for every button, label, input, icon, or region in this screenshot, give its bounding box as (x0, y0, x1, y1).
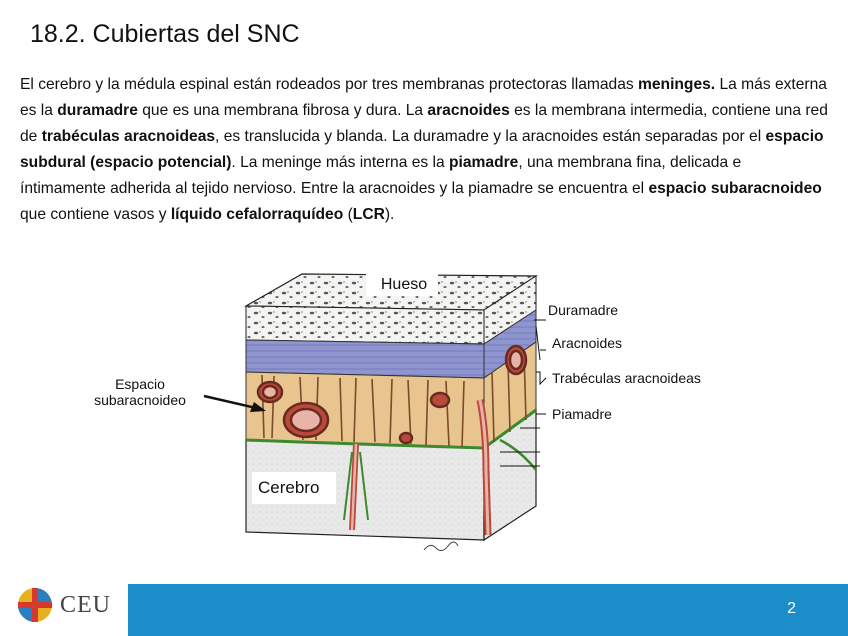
bold-term-espacio-subaracnoideo: espacio subaracnoideo (648, 180, 822, 197)
text-run: El cerebro y la médula espinal están rodeados por tres membranas protectoras llamadas (20, 76, 639, 93)
ceu-logo-text: CEU (60, 592, 111, 618)
bold-term-piamadre: piamadre (449, 154, 519, 171)
bold-term-trabeculas: trabéculas aracnoideas (41, 128, 216, 145)
label-cerebro: Cerebro (258, 478, 320, 497)
page-number: 2 (787, 600, 796, 617)
text-run: . La meninge más interna es la (231, 154, 449, 171)
slide-title: 18.2. Cubiertas del SNC (30, 20, 300, 48)
label-espacio-subaracnoideo (84, 376, 196, 408)
text-run: La más externa es la (20, 76, 827, 119)
bold-term-espacio-subdural: espacio subdural (espacio potencial) (20, 128, 824, 171)
label-trabeculas: Trabéculas aracnoideas (552, 370, 701, 386)
label-piamadre: Piamadre (552, 406, 612, 422)
text-run: que contiene vasos y (20, 206, 171, 223)
label-espacio-line1: Espacio (115, 376, 165, 392)
text-run: , una membrana fina, delicada e íntimamente adherida al tejido nervioso. Entre la aracnoides y la piamadre se encuentra el (20, 154, 742, 197)
footer-bar (128, 584, 848, 636)
text-run: ( (343, 206, 353, 223)
label-aracnoides: Aracnoides (552, 335, 623, 351)
label-espacio-line2: subaracnoideo (94, 392, 186, 408)
bold-term-aracnoides: aracnoides (427, 102, 510, 119)
bold-term-meninges: meninges. (638, 76, 716, 93)
text-run: ). (384, 206, 395, 223)
label-duramadre: Duramadre (548, 302, 619, 318)
label-hueso: Hueso (380, 276, 428, 293)
text-run: que es una membrana fibrosa y dura. La (137, 102, 428, 119)
text-run: es la membrana intermedia, contiene una red de (20, 102, 828, 145)
bold-term-lcr: LCR (352, 206, 385, 223)
bold-term-lcr-full: líquido cefalorraquídeo (170, 206, 344, 223)
bone-front-face (246, 306, 484, 344)
duramadre-front (246, 340, 484, 378)
bold-term-duramadre: duramadre (57, 102, 138, 119)
text-run: , es translucida y blanda. La duramadre y la aracnoides están separadas por el (215, 128, 766, 145)
